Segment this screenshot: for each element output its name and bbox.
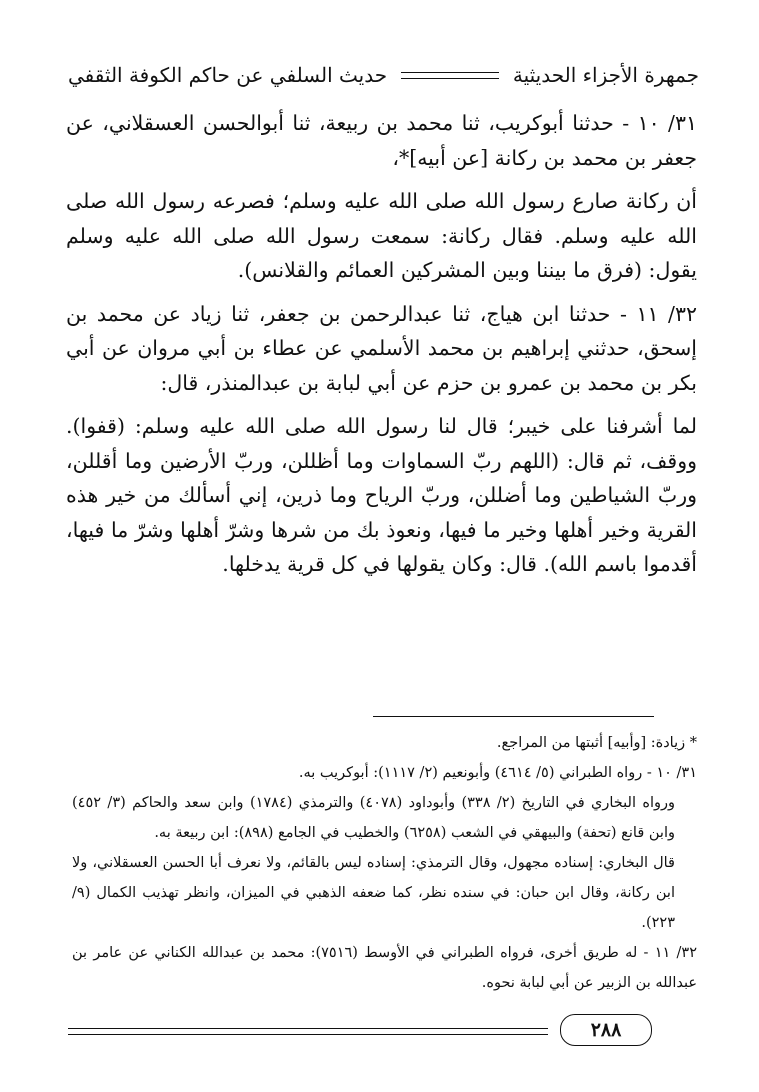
footnote-31-sources: ورواه البخاري في التاريخ (٢/ ٣٣٨) وأبوداود (٤٠٧٨) والترمذي (١٧٨٤) وابن سعد والحاكم (٣/ ٤٥٢) وابن قانع (تحفة) والبيهقي في الشعب (٦٢٥٨) والخطيب في الجامع (٨٩٨): ابن ربيعة به.	[72, 795, 675, 841]
footnote-separator	[373, 716, 654, 717]
running-header	[68, 58, 699, 92]
footnote-31: ٣١/ ١٠ - رواه الطبراني (٥/ ٤٦١٤) وأبونعيم (٢/ ١١١٧): أبوكريب به.	[298, 765, 697, 781]
hadith-31-text: أن ركانة صارع رسول الله صلى الله عليه وسلم؛ فصرعه رسول الله صلى الله عليه وسلم. فقال ركانة: سمعت رسول الله صلى الله عليه وسلم يقول: (فرق ما بيننا وبين المشركين العمائم والقلانس).	[66, 189, 697, 282]
footnotes	[72, 728, 697, 998]
main-text	[66, 106, 697, 591]
part-title: حديث السلفي عن حاكم الكوفة الثقفي	[68, 63, 388, 87]
footnote-addition: * زيادة: [وأبيه] أثبتها من المراجع.	[496, 735, 697, 751]
page-number: ٢٨٨	[560, 1014, 652, 1046]
footnote-31-grading: قال البخاري: إسناده مجهول، وقال الترمذي: إسناده ليس بالقائم، ولا نعرف أبا الحسن العسقلاني، ولا ابن ركانة، وقال ابن حبان: في سنده نظر، كما ضعفه الذهبي في الميزان، وانظر تهذيب الكمال (٩/ ٢٢٣).	[72, 855, 675, 931]
footer-rule	[68, 1028, 548, 1035]
hadith-32-chain: ٣٢/ ١١ - حدثنا ابن هياج، ثنا عبدالرحمن بن جعفر، ثنا زياد عن محمد بن إسحق، حدثني إبراهيم بن محمد الأسلمي عن عطاء بن أبي مروان عن أبي بكر بن محمد بن عمرو بن حزم عن أبي لبابة بن عبدالمنذر، قال:	[66, 301, 697, 395]
hadith-31-chain: ٣١/ ١٠ - حدثنا أبوكريب، ثنا محمد بن ربيعة، ثنا أبوالحسن العسقلاني، عن جعفر بن محمد بن ركانة [عن أبيه]*،	[66, 111, 697, 170]
hadith-32-text: لما أشرفنا على خيبر؛ قال لنا رسول الله صلى الله عليه وسلم: (قفوا). ووقف، ثم قال: (اللهم ربّ السماوات وما أظللن، وربّ الأرضين وما أقللن، وربّ الشياطين وما أضللن، وربّ الرياح وما ذرين، إني أسألك من خير هذه القرية وخير أهلها وخير ما فيها، ونعوذ بك من شرها وشرّ أهلها وشرّ ما فيها، أقدموا باسم الله). قال: وكان يقولها في كل قرية يدخلها.	[66, 414, 697, 576]
header-rule	[401, 72, 499, 79]
footnote-32: ٣٢/ ١١ - له طريق أخرى، فرواه الطبراني في الأوسط (٧٥١٦): محمد بن عبدالله الكناني عن عامر بن عبدالله بن الزبير عن أبي لبابة نحوه.	[72, 945, 697, 991]
book-title: جمهرة الأجزاء الحديثية	[512, 63, 699, 87]
